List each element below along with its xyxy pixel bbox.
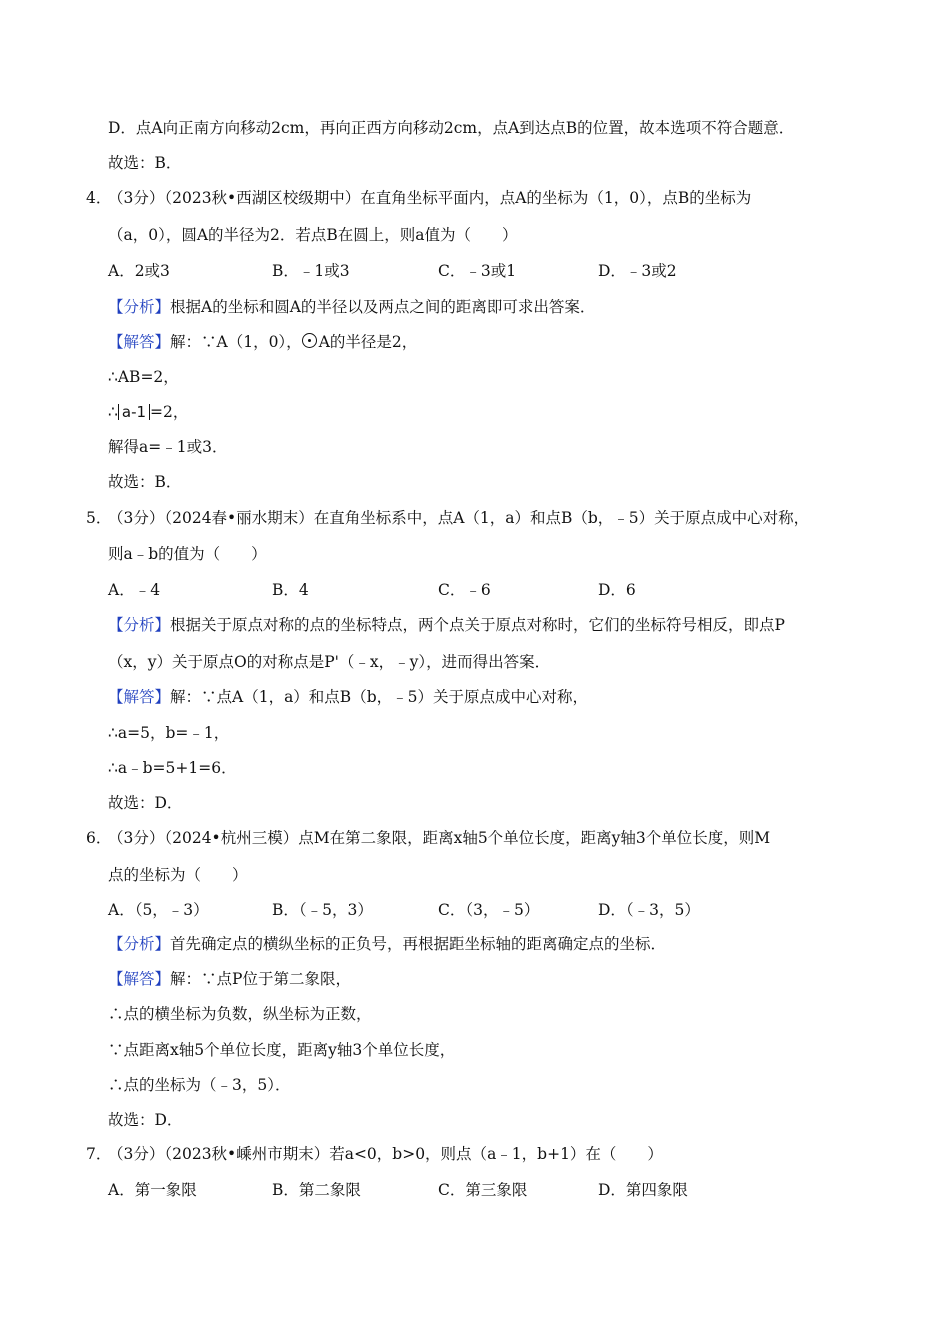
q4-answer: 故选：B． xyxy=(108,473,182,491)
q5-analysis-text: 根据关于原点对称的点的坐标特点，两个点关于原点对称时，它们的坐标符号相反，即点P xyxy=(170,616,785,634)
q6-answer: 故选：D． xyxy=(108,1111,183,1129)
q4-analysis xyxy=(108,297,595,317)
q5-option-b: B．4 xyxy=(272,581,309,599)
q6-option-d: D．（﹣3，5） xyxy=(598,901,700,919)
q5-analysis-line1 xyxy=(108,615,785,635)
q6-solution-line3: ∵点距离x轴5个单位长度，距离y轴3个单位长度， xyxy=(108,1041,456,1059)
q5-analysis-line2: （x，y）关于原点O的对称点是P'（﹣x，﹣y），进而得出答案． xyxy=(108,653,551,671)
q5-stem-line2: 则a﹣b的值为（ ） xyxy=(108,545,267,563)
circle-dot-icon xyxy=(302,333,317,348)
solution-tag: 【解答】 xyxy=(108,970,171,988)
q6-number: 6． xyxy=(86,829,112,847)
q5-solution-line1 xyxy=(108,687,588,707)
q5-solution-line3: ∴a﹣b=5+1=6． xyxy=(108,759,237,777)
q5-option-d: D．6 xyxy=(598,581,636,599)
q4-option-d: D．﹣3或2 xyxy=(598,262,677,280)
q4-solution-line1a: 解：∵A（1，0）， xyxy=(170,333,302,351)
q4-analysis-text: 根据A的坐标和圆A的半径以及两点之间的距离即可求出答案． xyxy=(170,298,596,316)
q7-stem-line1: （3分）（2023秋•嵊州市期末）若a<0，b>0，则点（a﹣1，b+1）在（ ） xyxy=(108,1145,663,1163)
q6-solution-line2: ∴点的横坐标为负数，纵坐标为正数， xyxy=(108,1005,372,1023)
q6-analysis-text: 首先确定点的横纵坐标的正负号，再根据距坐标轴的距离确定点的坐标． xyxy=(170,935,667,953)
q4-option-a: A．2或3 xyxy=(108,262,170,280)
q4-option-b: B．﹣1或3 xyxy=(272,262,350,280)
q5-option-a: A．﹣4 xyxy=(108,581,161,599)
q5-option-c: C．﹣6 xyxy=(438,581,491,599)
q6-solution-line1 xyxy=(108,969,351,989)
q4-solution-line3 xyxy=(108,402,188,422)
q4-number: 4． xyxy=(86,189,112,207)
absolute-value-expr: a-1 xyxy=(118,404,150,420)
q4-option-c: C．﹣3或1 xyxy=(438,262,517,280)
q6-stem-line1: （3分）（2024•杭州三模）点M在第二象限，距离x轴5个单位长度，距离y轴3个单位长度，则M xyxy=(108,829,771,847)
q7-number: 7． xyxy=(86,1145,112,1163)
q4-solution-line1b: A的半径是2， xyxy=(318,333,418,351)
solution-tag: 【解答】 xyxy=(108,688,171,706)
solution-tag: 【解答】 xyxy=(108,333,171,351)
q7-option-d: D．第四象限 xyxy=(598,1181,688,1199)
q3-answer: 故选：B． xyxy=(108,154,182,172)
q5-answer: 故选：D． xyxy=(108,794,183,812)
analysis-tag: 【分析】 xyxy=(108,298,171,316)
q5-solution-text: 解：∵点A（1，a）和点B（b，﹣5）关于原点成中心对称， xyxy=(170,688,588,706)
q7-option-c: C．第三象限 xyxy=(438,1181,528,1199)
therefore-symbol: ∴ xyxy=(108,403,118,421)
q5-number: 5． xyxy=(86,509,112,527)
q6-solution-text: 解：∵点P位于第二象限， xyxy=(170,970,351,988)
q6-stem-line2: 点的坐标为（ ） xyxy=(108,866,248,884)
q6-analysis xyxy=(108,934,666,954)
q5-solution-line2: ∴a=5，b=﹣1， xyxy=(108,724,230,742)
q4-solution-line4: 解得a=﹣1或3． xyxy=(108,438,228,456)
q6-option-c: C．（3，﹣5） xyxy=(438,901,540,919)
q5-stem-line1: （3分）（2024春•丽水期末）在直角坐标系中，点A（1，a）和点B（b，﹣5）关于原点成中心对称， xyxy=(108,509,810,527)
q3-option-d-text: D．点A向正南方向移动2cm，再向正西方向移动2cm，点A到达点B的位置，故本选项不符合题意． xyxy=(108,119,795,137)
q4-solution-line3-suffix: =2， xyxy=(150,403,189,421)
analysis-tag: 【分析】 xyxy=(108,616,171,634)
q4-stem-line1: （3分）（2023秋•西湖区校级期中）在直角坐标平面内，点A的坐标为（1，0），点B的坐标为 xyxy=(108,189,752,207)
q6-option-b: B．（﹣5，3） xyxy=(272,901,373,919)
q7-option-a: A．第一象限 xyxy=(108,1181,197,1199)
analysis-tag: 【分析】 xyxy=(108,935,171,953)
q6-option-a: A．（5，﹣3） xyxy=(108,901,209,919)
q7-option-b: B．第二象限 xyxy=(272,1181,361,1199)
q6-solution-line4: ∴点的坐标为（﹣3，5）． xyxy=(108,1076,291,1094)
q4-stem-line2: （a，0），圆A的半径为2．若点B在圆上，则a值为（ ） xyxy=(108,226,518,244)
q4-solution-line1 xyxy=(108,332,417,352)
q4-solution-line2: ∴AB=2， xyxy=(108,368,179,386)
